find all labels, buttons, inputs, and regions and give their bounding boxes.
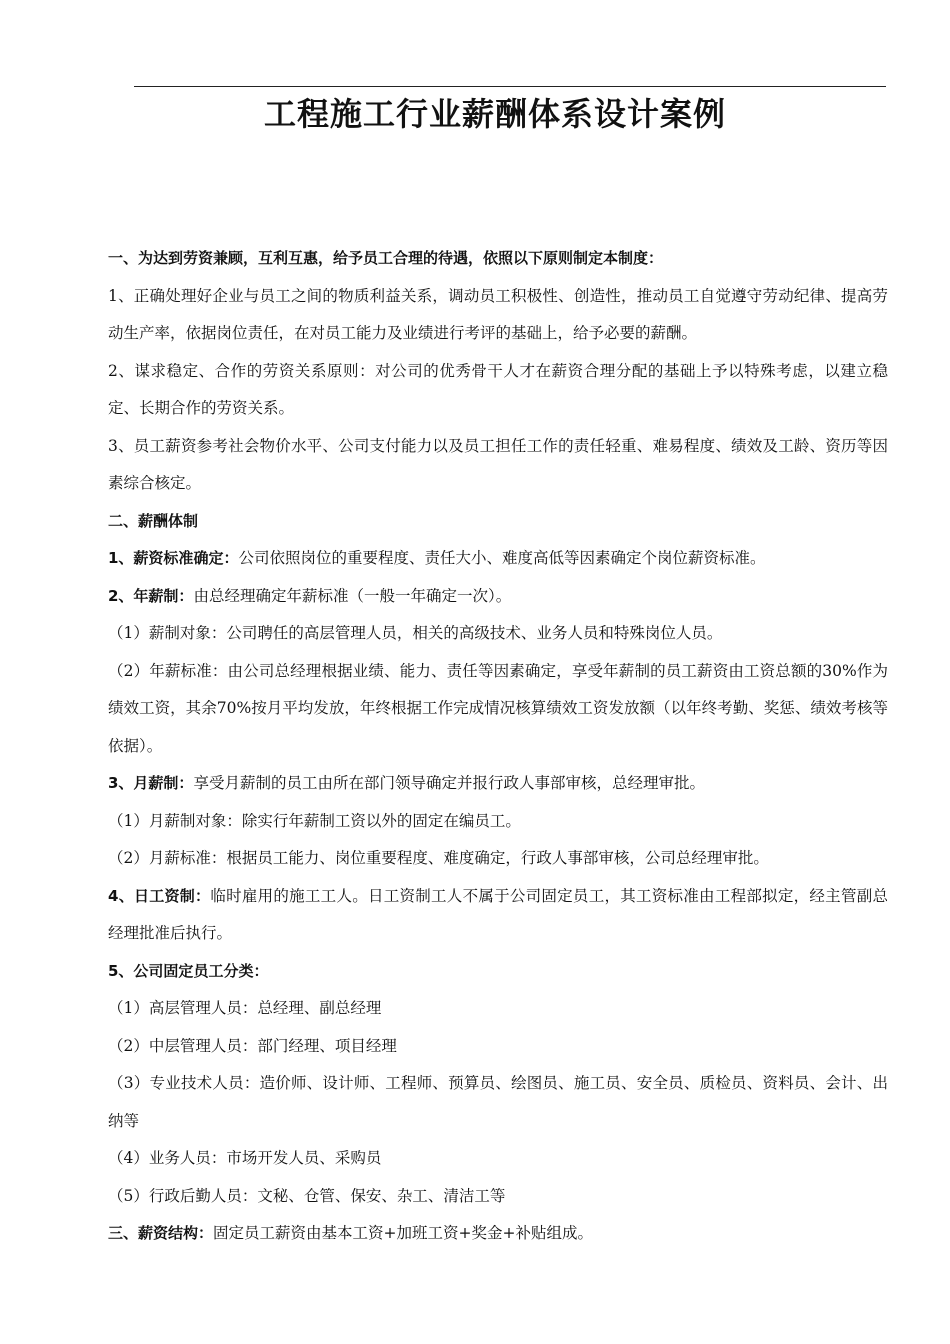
classification-subitem-1 <box>108 990 888 1028</box>
daily-wage-item <box>108 878 888 953</box>
paragraph-text: 享受月薪制的员工由所在部门领导确定并报行政人事部审核，总经理审批。 <box>193 774 705 792</box>
paragraph-bold: 2、年薪制： <box>108 586 194 605</box>
annual-salary-item <box>108 578 888 616</box>
paragraph-text: 固定员工薪资由基本工资+加班工资+奖金+补贴组成。 <box>213 1224 593 1242</box>
paragraph-text: （3）专业技术人员：造价师、设计师、工程师、预算员、绘图员、施工员、安全员、质检员、资料员、会计、出纳等 <box>108 1074 888 1130</box>
paragraph-text: 1、正确处理好企业与员工之间的物质利益关系，调动员工积极性、创造性，推动员工自觉遵守劳动纪律、提高劳动生产率，依据岗位责任，在对员工能力及业绩进行考评的基础上，给予必要的薪酬。 <box>108 286 888 342</box>
employee-classification-item <box>108 953 888 991</box>
paragraph-text: 由总经理确定年薪标准（一般一年确定一次）。 <box>193 586 512 605</box>
paragraph-text: （1）薪制对象：公司聘任的高层管理人员，相关的高级技术、业务人员和特殊岗位人员。 <box>108 624 723 642</box>
principle-3 <box>108 428 888 503</box>
document-title: 工程施工行业薪酬体系设计案例 <box>263 95 726 133</box>
classification-subitem-2 <box>108 1028 888 1066</box>
annual-salary-subitem-2 <box>108 653 888 766</box>
section-1-heading <box>108 240 888 278</box>
classification-subitem-5 <box>108 1178 888 1216</box>
paragraph-text: （1）高层管理人员：总经理、副总经理 <box>108 999 382 1017</box>
paragraph-text: 临时雇用的施工工人。日工资制工人不属于公司固定员工，其工资标准由工程部拟定，经主管副总经理批准后执行。 <box>108 886 888 942</box>
paragraph-bold: 二、薪酬体制 <box>108 511 199 530</box>
paragraph-text: （2）年薪标准：由公司总经理根据业绩、能力、责任等因素确定，享受年薪制的员工薪资由工资总额的30%作为绩效工资，其余70%按月平均发放，年终根据工作完成情况核算绩效工资发放额（以年终考勤、奖惩、绩效考核等依据）。 <box>108 661 888 755</box>
section-2-heading <box>108 503 888 541</box>
monthly-salary-subitem-1 <box>108 803 888 841</box>
paragraph-text: （2）月薪标准：根据员工能力、岗位重要程度、难度确定，行政人事部审核，公司总经理审批。 <box>108 849 769 867</box>
document-body <box>108 240 888 1253</box>
paragraph-text: （4）业务人员：市场开发人员、采购员 <box>108 1149 382 1167</box>
paragraph-bold: 3、月薪制： <box>108 774 194 792</box>
paragraph-bold: 一、为达到劳资兼顾，互利互惠，给予员工合理的待遇，依照以下原则制定本制度： <box>108 249 664 267</box>
paragraph-bold: 三、薪资结构： <box>108 1224 214 1242</box>
paragraph-text: 3、员工薪资参考社会物价水平、公司支付能力以及员工担任工作的责任轻重、难易程度、绩效及工龄、资历等因素综合核定。 <box>108 436 888 492</box>
monthly-salary-item <box>108 765 888 803</box>
paragraph-bold: 5、公司固定员工分类： <box>108 961 269 980</box>
annual-salary-subitem-1 <box>108 615 888 653</box>
header-rule <box>134 86 886 87</box>
paragraph-text: （5）行政后勤人员：文秘、仓管、保安、杂工、清洁工等 <box>108 1186 506 1205</box>
classification-subitem-3 <box>108 1065 888 1140</box>
principle-1 <box>108 278 888 353</box>
principle-2 <box>108 353 888 428</box>
section-3-heading <box>108 1215 888 1253</box>
monthly-salary-subitem-2 <box>108 840 888 878</box>
paragraph-bold: 4、日工资制： <box>108 886 211 905</box>
paragraph-text: （1）月薪制对象：除实行年薪制工资以外的固定在编员工。 <box>108 811 521 830</box>
paragraph-text: 2、谋求稳定、合作的劳资关系原则：对公司的优秀骨干人才在薪资合理分配的基础上予以特殊考虑，以建立稳定、长期合作的劳资关系。 <box>108 361 888 417</box>
paragraph-text: 公司依照岗位的重要程度、责任大小、难度高低等因素确定个岗位薪资标准。 <box>238 549 766 567</box>
paragraph-text: （2）中层管理人员：部门经理、项目经理 <box>108 1036 397 1055</box>
classification-subitem-4 <box>108 1140 888 1178</box>
paragraph-bold: 1、薪资标准确定： <box>108 549 239 567</box>
salary-standard-item <box>108 540 888 578</box>
